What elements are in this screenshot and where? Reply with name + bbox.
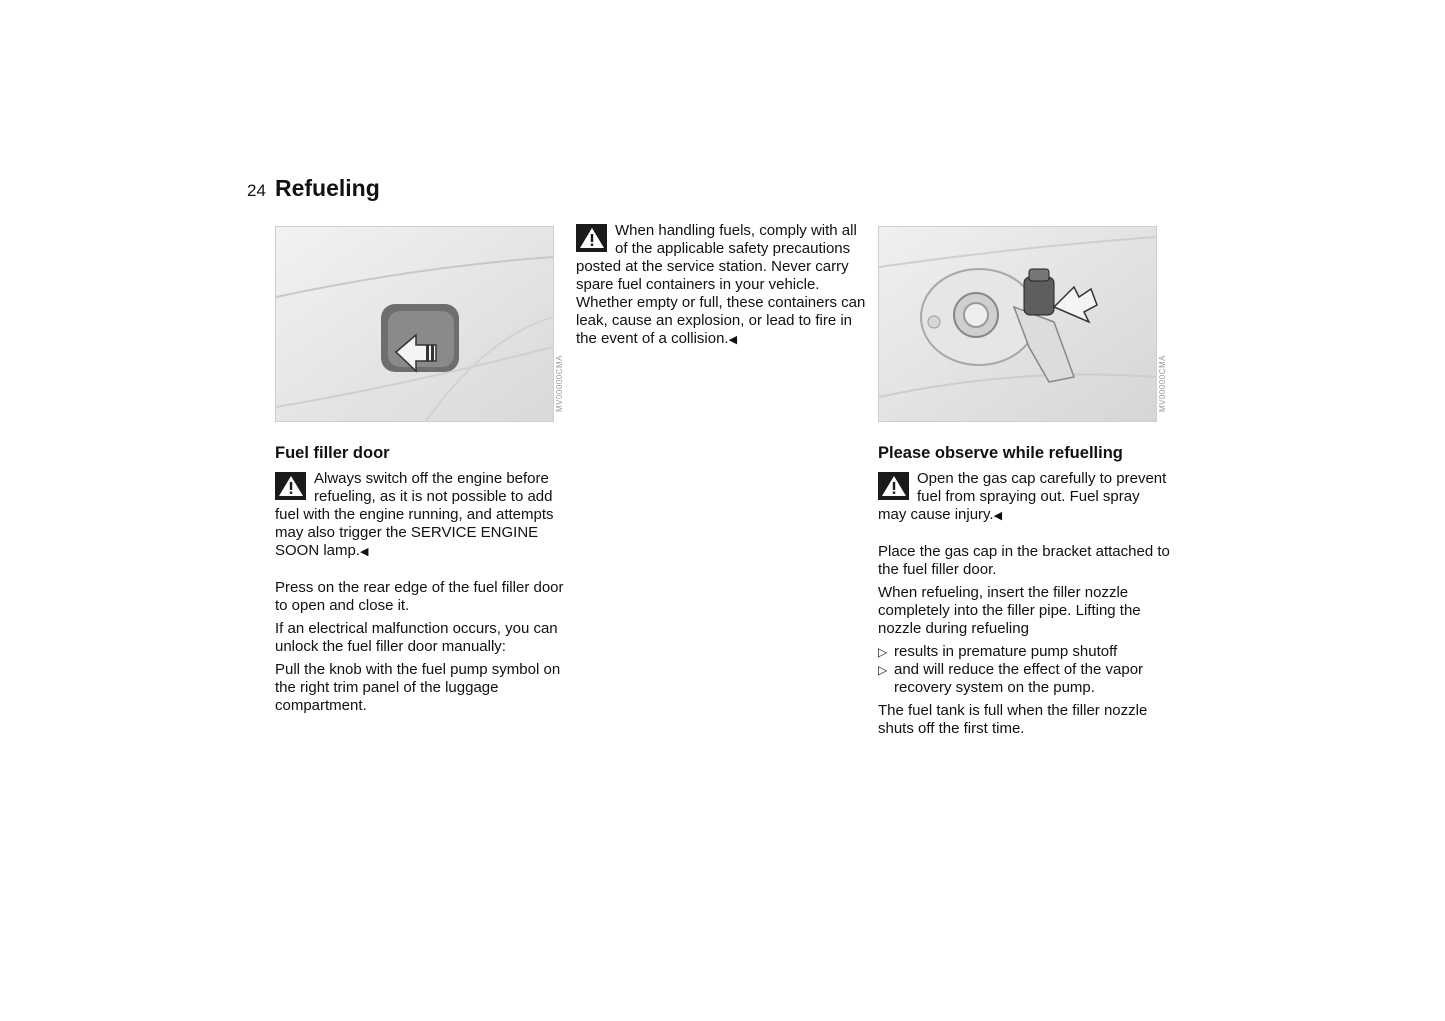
- paragraph: Place the gas cap in the bracket attached to the fuel filler door.: [878, 543, 1170, 578]
- list-item: ▷ results in premature pump shutoff: [878, 643, 1118, 660]
- page-title: Refueling: [275, 175, 380, 201]
- fuel-handling-warning: [576, 222, 866, 349]
- warning-triangle-icon: [576, 224, 607, 252]
- gas-cap-illustration: [878, 226, 1157, 422]
- paragraph: Press on the rear edge of the fuel filler door to open and close it.: [275, 579, 564, 614]
- end-mark-icon: ◀: [993, 510, 1003, 522]
- gas-cap-warning-text: Open the gas cap carefully to prevent fuel from spraying out. Fuel spray may cause injury.: [878, 470, 1167, 523]
- middle-column: [576, 222, 866, 367]
- page-number: 24: [247, 181, 266, 200]
- bullet-mark-icon: ▷: [878, 645, 888, 659]
- right-column: [878, 444, 1170, 743]
- paragraph: When refueling, insert the filler nozzle completely into the filler pipe. Lifting the nozzle during refueling: [878, 584, 1141, 637]
- engine-off-warning-text: Always switch off the engine before refueling, as it is not possible to add fuel with the engine running, and attempts may also trigger the SERVICE ENGINE SOON lamp.: [275, 470, 554, 559]
- paragraph: Pull the knob with the fuel pump symbol on the right trim panel of the luggage compartment.: [275, 661, 561, 714]
- fuel-handling-warning-text: When handling fuels, comply with all of the applicable safety precautions posted at the service station. Never carry spare fuel containers in your vehicle. Whether empty or full, these containers can leak, cause an explosion, or lead to fire in the event of a collision.: [576, 222, 866, 347]
- end-mark-icon: ◀: [360, 546, 369, 558]
- figure-code-left: MV00000CMA: [555, 355, 564, 413]
- gas-cap-warning: [878, 470, 1170, 525]
- warning-triangle-icon: [275, 472, 306, 500]
- end-mark-icon: ◀: [728, 334, 738, 346]
- bullet-list: [878, 643, 1170, 697]
- engine-off-warning: [275, 470, 565, 561]
- paragraph: If an electrical malfunction occurs, you can unlock the fuel filler door manually:: [275, 620, 558, 655]
- warning-triangle-icon: [878, 472, 909, 500]
- refuelling-heading: Please observe while refuelling: [878, 444, 1123, 462]
- left-column: [275, 444, 565, 720]
- figure-code-right: MV00000CMA: [1158, 355, 1167, 413]
- fuel-filler-door-heading: Fuel filler door: [275, 444, 390, 462]
- paragraph: The fuel tank is full when the filler nozzle shuts off the first time.: [878, 702, 1148, 737]
- bullet-mark-icon: ▷: [878, 663, 888, 677]
- fuel-filler-door-illustration: [275, 226, 554, 422]
- list-item: ▷ and will reduce the effect of the vapor recovery system on the pump.: [878, 661, 1144, 696]
